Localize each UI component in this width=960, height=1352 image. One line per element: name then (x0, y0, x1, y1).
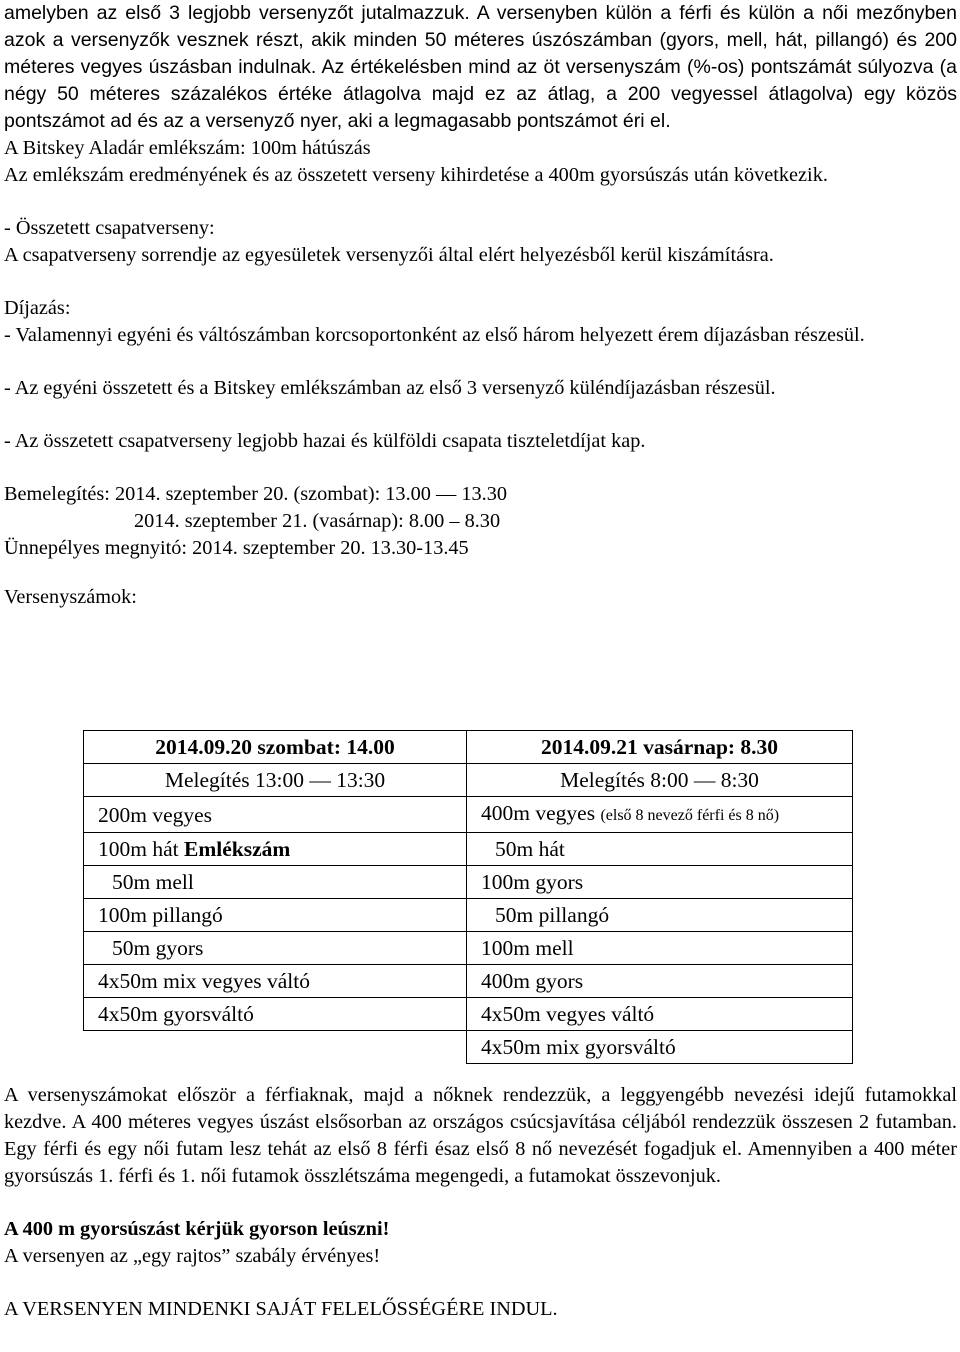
final-note: A VERSENYEN MINDENKI SAJÁT FELELŐSSÉGÉRE INDUL. (4, 1298, 558, 1320)
event-name: 100m hát (98, 837, 179, 861)
event-cell (84, 833, 467, 866)
events-title: Versenyszámok: (4, 586, 137, 608)
event-cell: 400m gyors (467, 965, 853, 998)
event-name: 50m pillangó (495, 903, 610, 927)
warmup-line-2: 2014. szeptember 21. (vasárnap): 8.00 – 8.30 (134, 510, 501, 532)
event-cell: 4x50m mix gyorsváltó (467, 1031, 853, 1064)
rule-note: A versenyen az „egy rajtos” szabály érvényes! (4, 1245, 381, 1267)
day2-header: 2014.09.21 vasárnap: 8.30 (467, 731, 853, 764)
event-cell: 100m gyors (467, 866, 853, 899)
awards-item-2: - Az egyéni összetett és a Bitskey emlékszámban az első 3 versenyző küléndíjazásban részesül. (4, 377, 776, 399)
event-cell (84, 866, 467, 899)
opening-ceremony: Ünnepélyes megnyitó: 2014. szeptember 20. 13.30-13.45 (4, 537, 469, 559)
event-cell (467, 899, 853, 932)
document-page (4, 0, 957, 611)
event-cell (84, 932, 467, 965)
table-row (84, 899, 853, 932)
table-row (84, 1031, 853, 1064)
event-name: 50m mell (112, 870, 194, 894)
bold-note: A 400 m gyorsúszást kérjük gyorson leúszni! (4, 1218, 390, 1240)
table-row (84, 932, 853, 965)
events-table-header (84, 731, 853, 764)
event-cell: 100m mell (467, 932, 853, 965)
table-row (84, 965, 853, 998)
events-table (83, 730, 853, 1064)
team-title: - Összetett csapatverseny: (4, 217, 215, 239)
event-cell: 4x50m vegyes váltó (467, 998, 853, 1031)
team-text: A csapatverseny sorrendje az egyesületek versenyzői által elért helyezésből kerül kiszámításra. (4, 244, 774, 266)
day2-warmup: Melegítés 8:00 — 8:30 (467, 764, 853, 797)
event-name: 50m gyors (112, 936, 204, 960)
warmup-line-1: Bemelegítés: 2014. szeptember 20. (szombat): 13.00 — 13.30 (4, 483, 507, 505)
memorial-text: Az emlékszám eredményének és az összetett verseny kihirdetése a 400m gyorsúszás után következik. (4, 164, 828, 186)
memorial-title: A Bitskey Aladár emlékszám: 100m hátúszás (4, 137, 371, 159)
memorial-label: Emlékszám (184, 837, 291, 861)
intro-paragraph: amelyben az első 3 legjobb versenyzőt jutalmazzuk. A versenyben külön a férfi és külön a női mezőnyben azok a versenyzők vesznek részt, akik minden 50 méteres úszószámban (gyors, mell, hát, pillangó) és 200 méteres vegyes úszásban indulnak. Az értékelésben mind az öt versenyszám (%-os) pontszámát súlyozva (a négy 50 méteres százalékos értéke átlagolva majd ez az átlag, a 200 vegyessel átlagolva) egy közös pontszámot ad és az a versenyző nyer, aki a legmagasabb pontszámot éri el. (4, 2, 957, 132)
event-note: (első 8 nevező férfi és 8 nő) (600, 807, 780, 824)
day1-header: 2014.09.20 szombat: 14.00 (84, 731, 467, 764)
events-table-warmup (84, 764, 853, 797)
awards-item-1: - Valamennyi egyéni és váltószámban korcsoportonként az első három helyezett érem díjazásban részesül. (4, 324, 865, 346)
event-cell (467, 833, 853, 866)
event-cell (467, 797, 853, 833)
event-cell: 4x50m gyorsváltó (84, 998, 467, 1031)
table-row (84, 797, 853, 833)
event-cell: 200m vegyes (84, 797, 467, 833)
closing-section (4, 1082, 957, 1323)
closing-paragraph: A versenyszámokat először a férfiaknak, majd a nőknek rendezzük, a leggyengébb nevezési idejű futamokkal kezdve. A 400 méteres vegyes úszást elsősorban az országos csúcsjavítása céljából rendezzük összesen 2 futamban. Egy férfi és egy női futam lesz tehát az első 8 férfi ésaz első 8 nő nevezését fogadjuk el. Amennyiben a 400 méter gyorsúszás 1. férfi és 1. női futamok összlétszáma megengedi, a futamokat összevonjuk. (4, 1084, 957, 1187)
day1-warmup: Melegítés 13:00 — 13:30 (84, 764, 467, 797)
table-row (84, 866, 853, 899)
awards-item-3: - Az összetett csapatverseny legjobb hazai és külföldi csapata tiszteletdíjat kap. (4, 430, 646, 452)
event-cell: 4x50m mix vegyes váltó (84, 965, 467, 998)
event-name: 400m vegyes (481, 801, 596, 825)
awards-title: Díjazás: (4, 297, 71, 319)
event-name: 50m hát (495, 837, 565, 861)
table-row (84, 833, 853, 866)
event-cell: 100m pillangó (84, 899, 467, 932)
table-row (84, 998, 853, 1031)
empty-cell (84, 1031, 467, 1064)
